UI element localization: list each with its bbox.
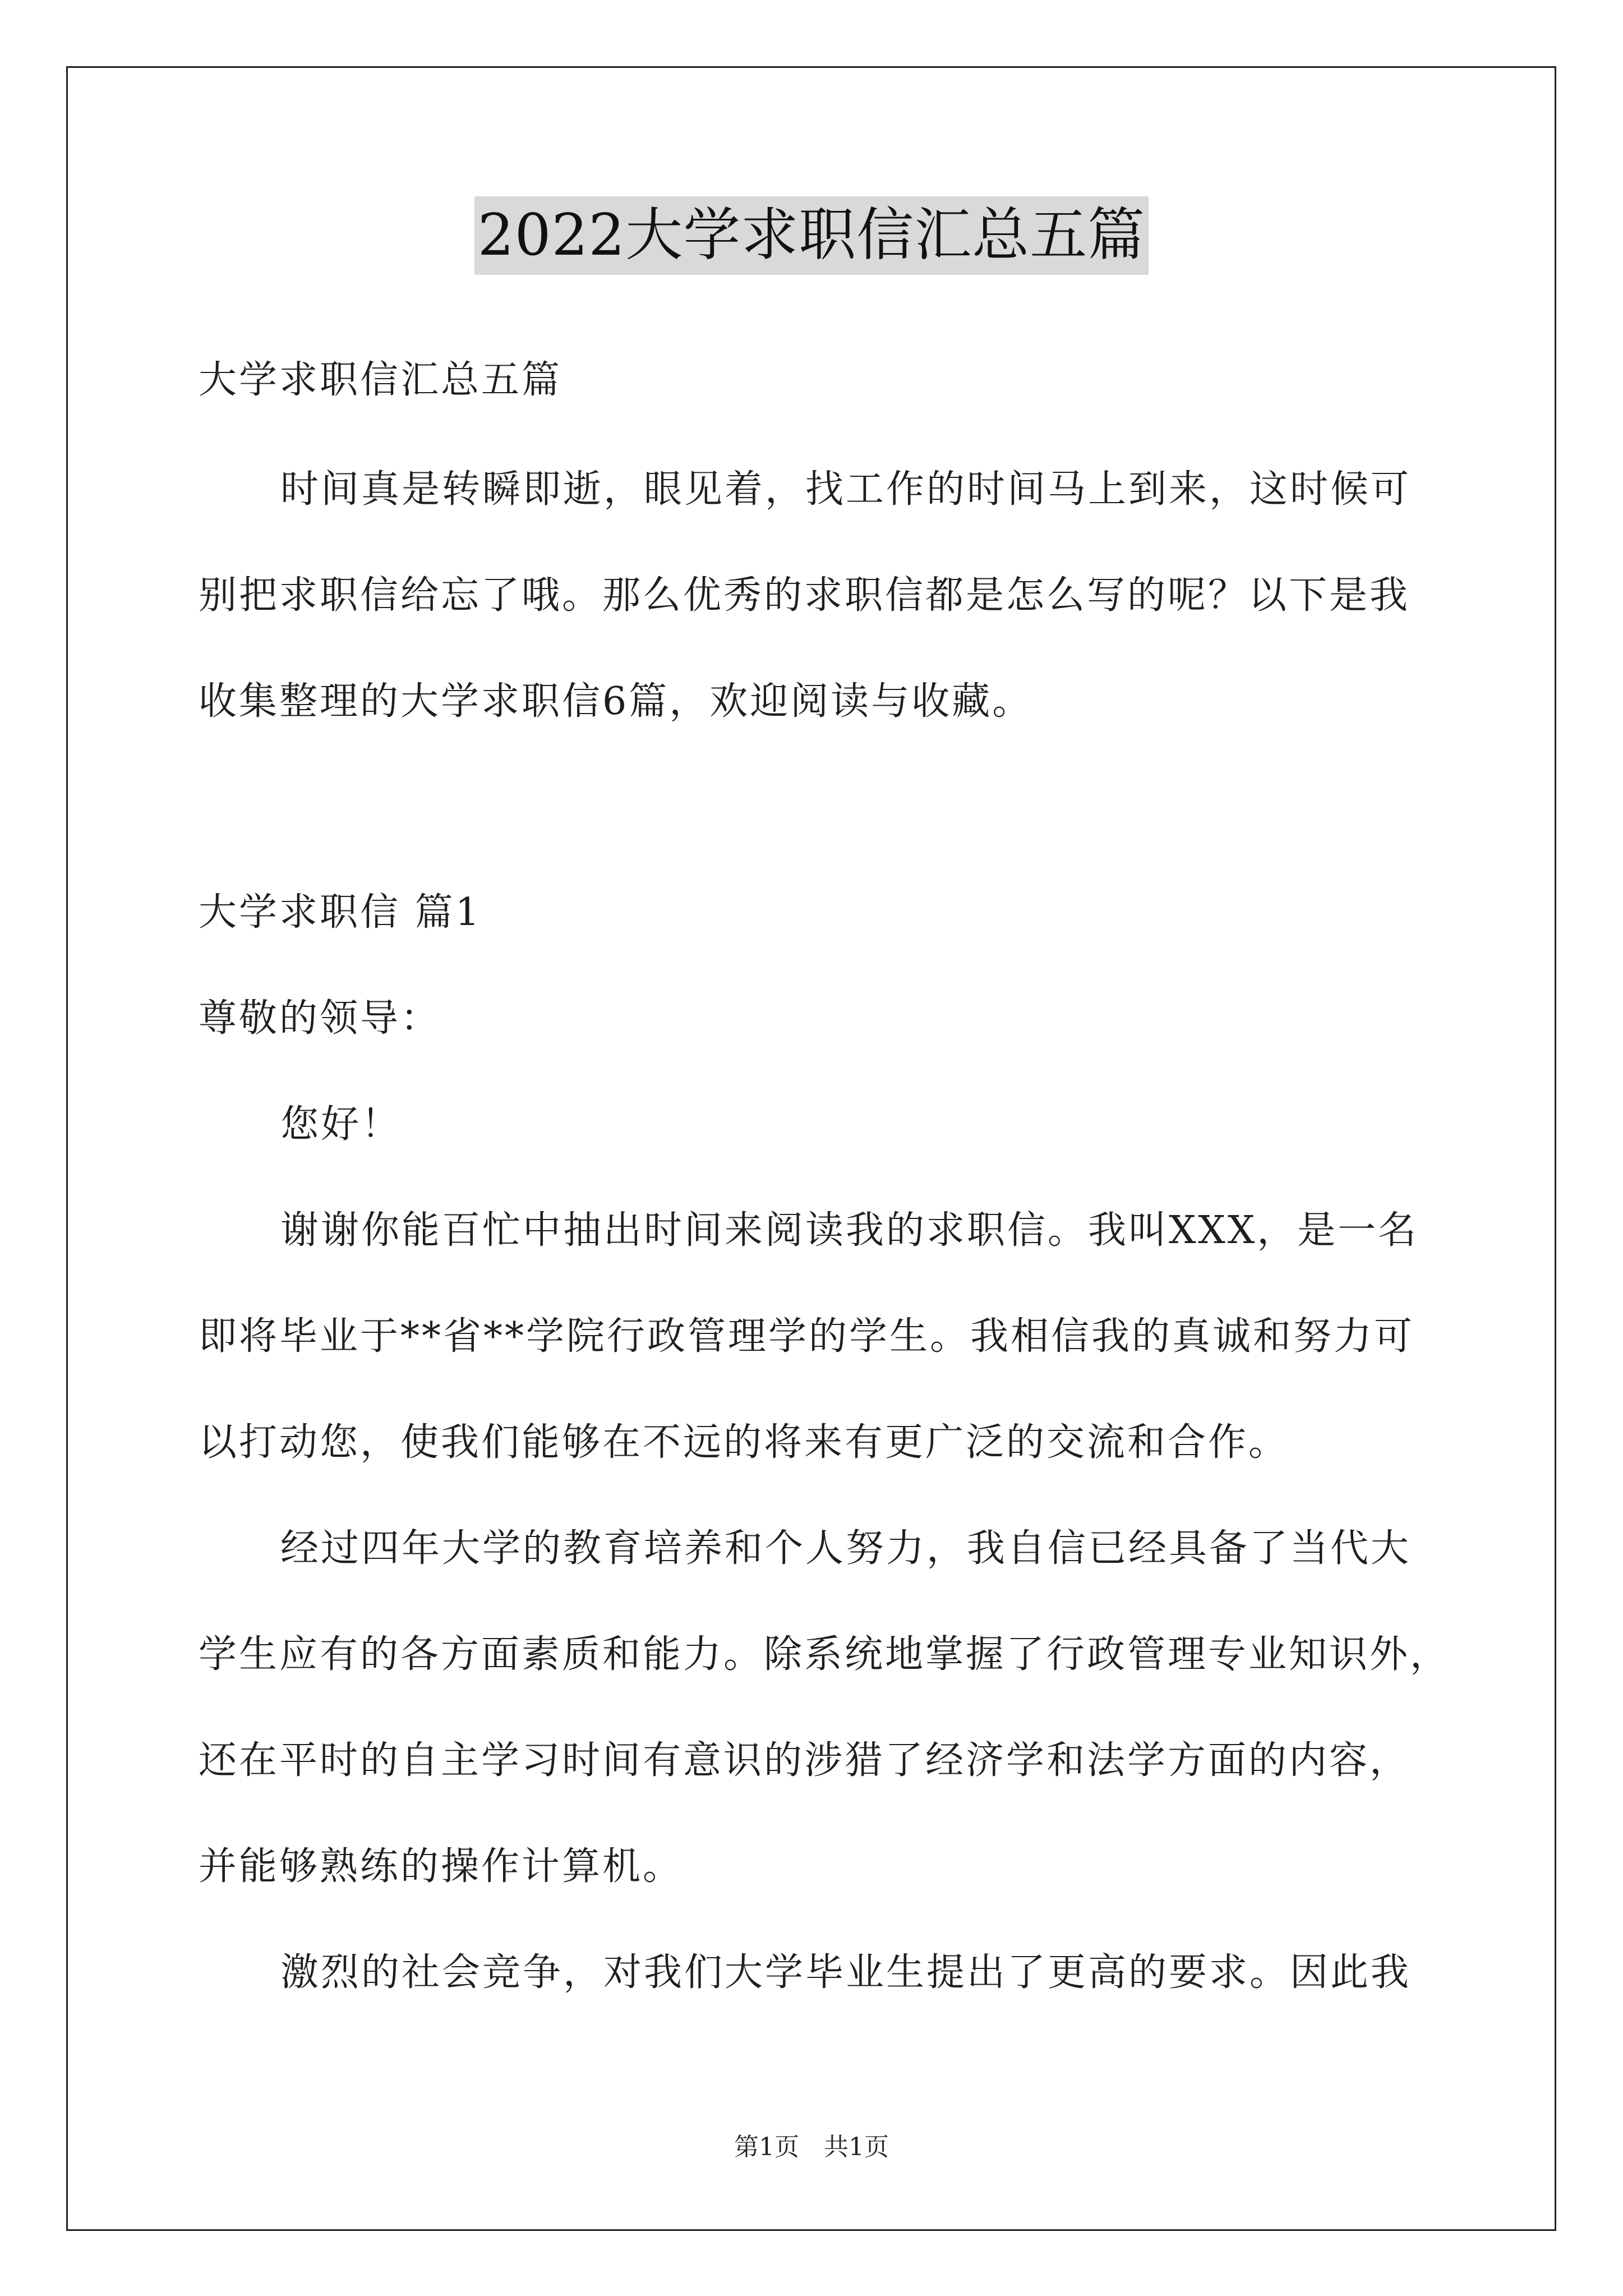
paragraph-2-line-3: 还在平时的自主学习时间有意识的涉猎了经济学和法学方面的内容，	[199, 1738, 1410, 1783]
paragraph-2-line-4: 并能够熟练的操作计算机。	[199, 1844, 684, 1889]
paragraph-1-line-2: 即将毕业于**省**学院行政管理学的学生。我相信我的真诚和努力可	[199, 1314, 1415, 1359]
greeting: 您好！	[280, 1102, 402, 1147]
salutation: 尊敬的领导：	[199, 996, 441, 1041]
intro-paragraph-line-3: 收集整理的大学求职信6篇，欢迎阅读与收藏。	[199, 679, 1033, 724]
title-container	[0, 196, 1623, 275]
paragraph-2-line-2: 学生应有的各方面素质和能力。除系统地掌握了行政管理专业知识外，	[199, 1632, 1451, 1677]
section-heading: 大学求职信 篇1	[199, 890, 482, 935]
intro-paragraph-line-1: 时间真是转瞬即逝，眼见着，找工作的时间马上到来，这时候可	[280, 467, 1412, 512]
paragraph-1-line-3: 以打动您，使我们能够在不远的将来有更广泛的交流和合作。	[199, 1420, 1289, 1465]
intro-paragraph-line-2: 别把求职信给忘了哦。那么优秀的求职信都是怎么写的呢？以下是我	[199, 573, 1410, 618]
paragraph-2-line-1: 经过四年大学的教育培养和个人努力，我自信已经具备了当代大	[280, 1526, 1412, 1571]
paragraph-1-line-1: 谢谢你能百忙中抽出时间来阅读我的求职信。我叫XXX，是一名	[280, 1208, 1419, 1253]
paragraph-3-line-1: 激烈的社会竞争，对我们大学毕业生提出了更高的要求。因此我	[280, 1950, 1412, 1995]
subtitle-line: 大学求职信汇总五篇	[199, 358, 562, 402]
document-title: 2022大学求职信汇总五篇	[474, 196, 1149, 275]
page-footer: 第1页 共1页	[734, 2133, 889, 2161]
